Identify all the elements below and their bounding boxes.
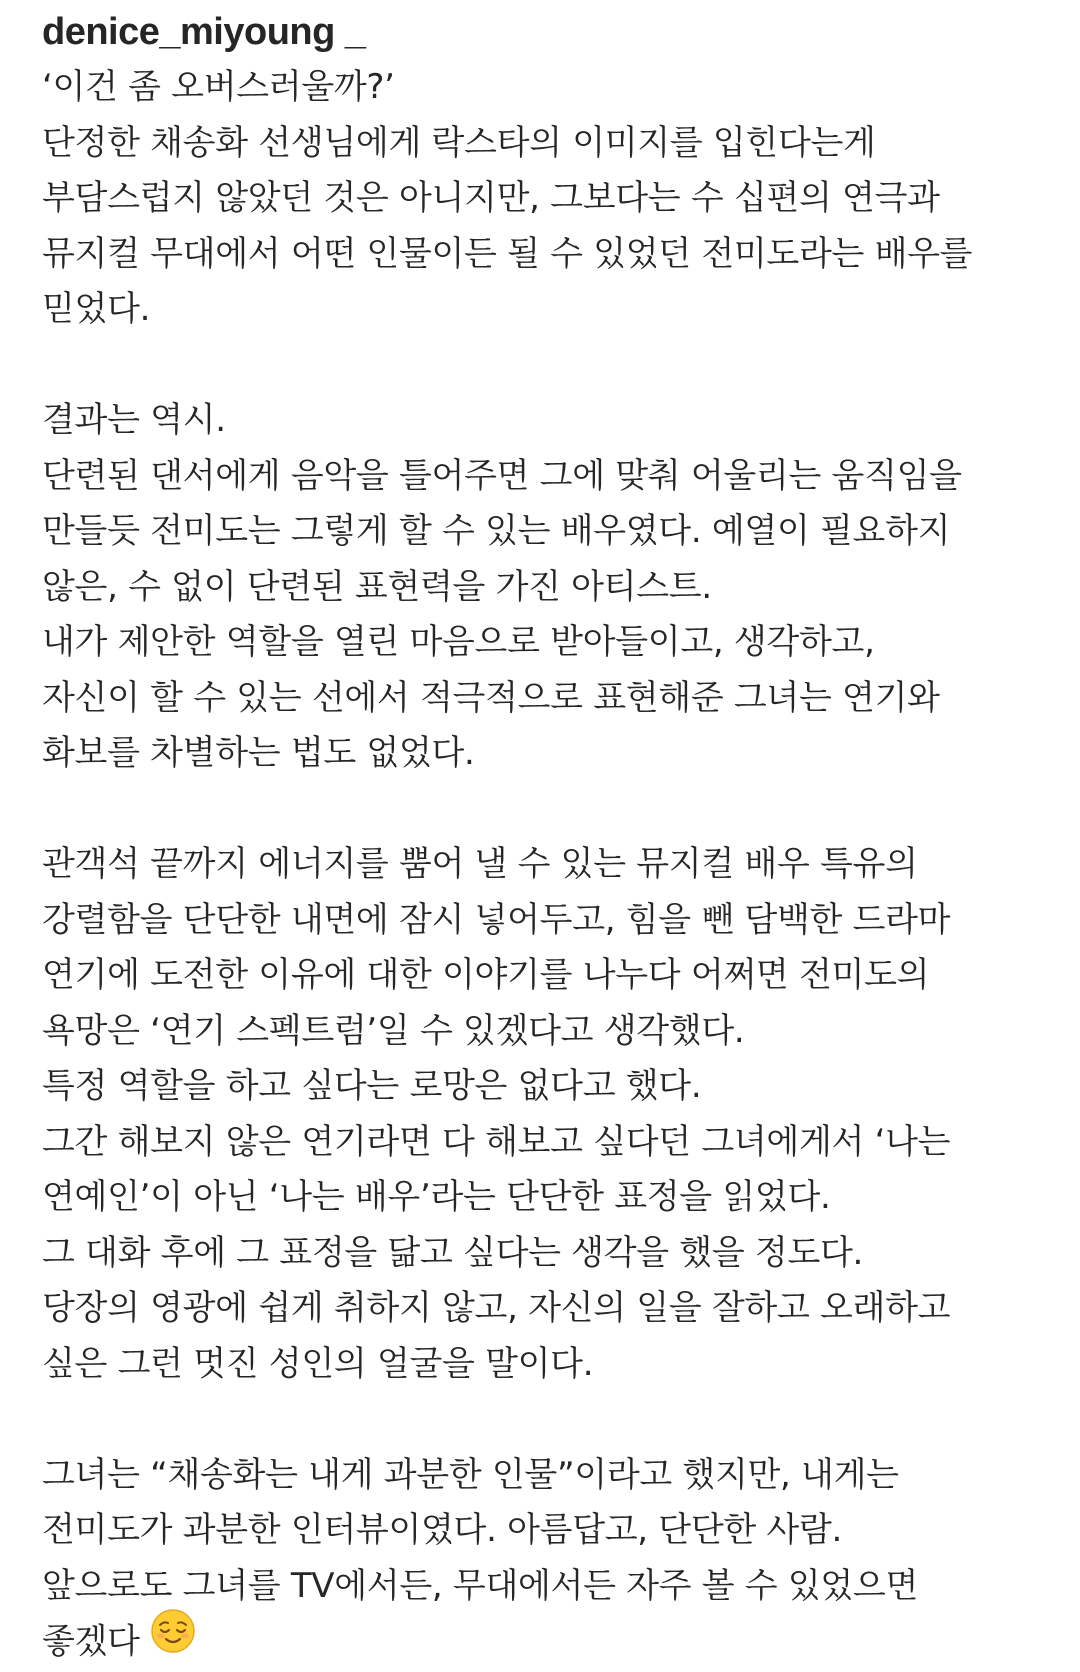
caption-line: 뮤지컬 무대에서 어떤 인물이든 될 수 있었던 전미도라는 배우를 [42, 233, 973, 274]
caption-line: 부담스럽지 않았던 것은 아니지만, 그보다는 수 십편의 연극과 [42, 178, 940, 218]
caption-line: 결과는 역시. [42, 400, 226, 440]
paragraph [42, 60, 1052, 338]
caption-line: 연예인’이 아닌 ‘나는 배우’라는 단단한 표정을 읽었다. [42, 1177, 831, 1217]
caption-line: 그녀는 “채송화는 내게 과분한 인물”이라고 했지만, 내게는 [42, 1454, 899, 1495]
caption-line: 단련된 댄서에게 음악을 틀어주면 그에 맞춰 어울리는 움직임을 [42, 455, 962, 496]
caption-line: 욕망은 ‘연기 스펙트럼’일 수 있겠다고 생각했다. [42, 1010, 745, 1051]
caption-line: 싶은 그런 멋진 성인의 얼굴을 말이다. [42, 1343, 594, 1384]
caption-line: 관객석 끝까지 에너지를 뿜어 낼 수 있는 뮤지컬 배우 특유의 [42, 844, 918, 884]
caption-line: 강렬함을 단단한 내면에 잠시 넣어두고, 힘을 뺀 담백한 드라마 [42, 899, 951, 940]
caption-line: 전미도가 과분한 인터뷰이였다. 아름답고, 단단한 사람. [42, 1510, 843, 1550]
caption-line: 화보를 차별하는 법도 없었다. [42, 733, 475, 773]
paragraph [42, 393, 1052, 782]
relieved-face-emoji [150, 1608, 196, 1672]
paragraph-break [42, 338, 1052, 394]
caption-line: 좋겠다 [42, 1621, 140, 1662]
caption-line: 내가 제안한 역할을 열린 마음으로 받아들이고, 생각하고, [42, 622, 875, 662]
caption-line: 당장의 영광에 쉽게 취하지 않고, 자신의 일을 잘하고 오래하고 [42, 1288, 951, 1328]
caption-line: 않은, 수 없이 단련된 표현력을 가진 아티스트. [42, 566, 712, 607]
caption-line: 그간 해보지 않은 연기라면 다 해보고 싶다던 그녀에게서 ‘나는 [42, 1121, 951, 1162]
username[interactable]: denice_miyoung _ [42, 11, 366, 53]
caption-line: 만들듯 전미도는 그렇게 할 수 있는 배우였다. 예열이 필요하지 [42, 511, 951, 551]
paragraph-break [42, 1392, 1052, 1448]
paragraph [42, 1448, 1052, 1670]
instagram-post-caption [42, 6, 1052, 1670]
paragraph-break [42, 782, 1052, 838]
caption-line: 단정한 채송화 선생님에게 락스타의 이미지를 입힌다는게 [42, 122, 876, 163]
paragraph [42, 837, 1052, 1392]
caption-line-with-emoji [42, 1614, 1052, 1670]
caption-line: ‘이건 좀 오버스러울까?’ [42, 67, 395, 107]
caption-line: 특정 역할을 하고 싶다는 로망은 없다고 했다. [42, 1066, 702, 1106]
caption-line: 믿었다. [42, 289, 151, 329]
caption-line: 그 대화 후에 그 표정을 닮고 싶다는 생각을 했을 정도다. [42, 1232, 864, 1273]
caption-text [42, 60, 1052, 1670]
caption-line: 연기에 도전한 이유에 대한 이야기를 나누다 어쩌면 전미도의 [42, 955, 930, 995]
caption-line: 앞으로도 그녀를 TV에서든, 무대에서든 자주 볼 수 있었으면 [42, 1565, 918, 1606]
caption-line: 자신이 할 수 있는 선에서 적극적으로 표현해준 그녀는 연기와 [42, 677, 940, 718]
